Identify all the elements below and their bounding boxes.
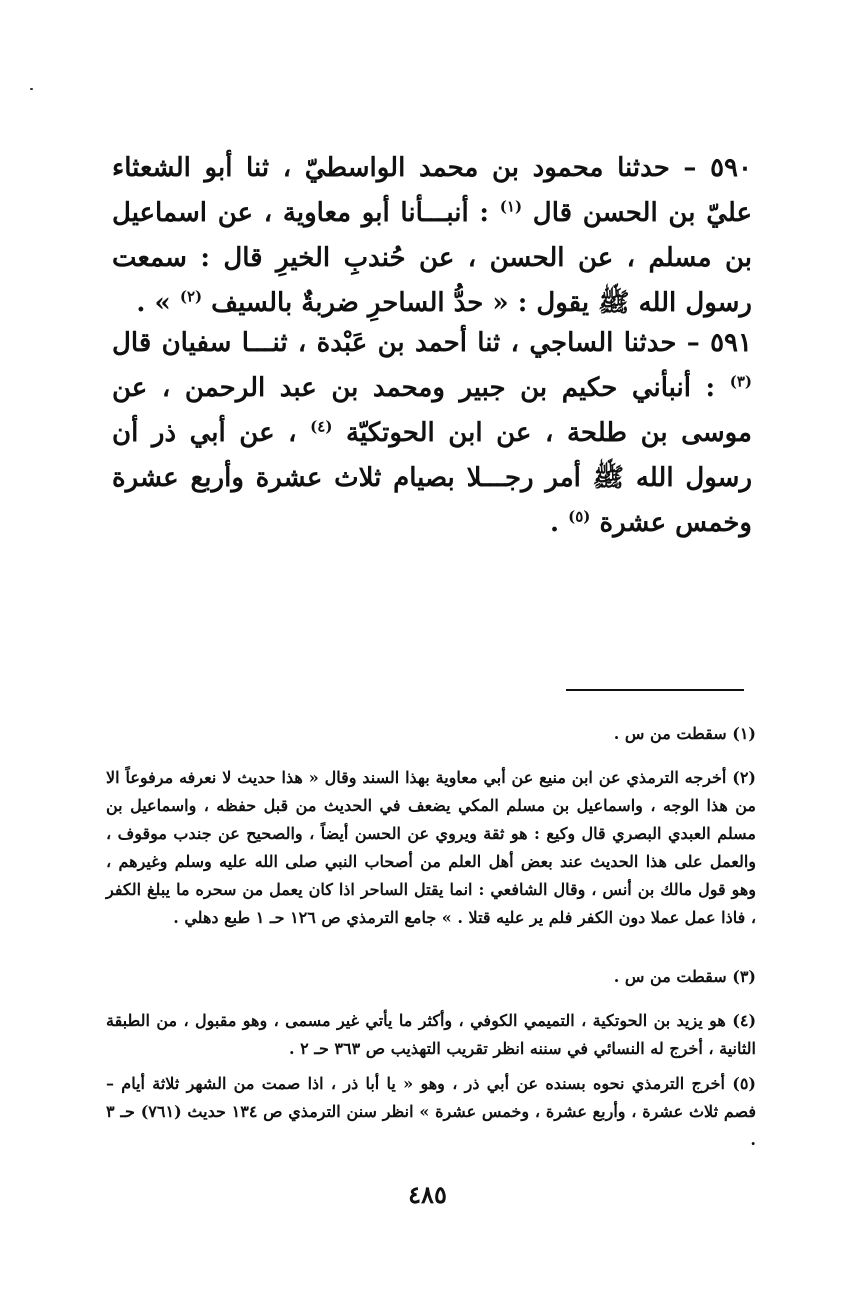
footnote-1: (١) سقطت من س . <box>613 724 756 743</box>
hadith-590 <box>112 146 752 326</box>
hadith-text: ، عن أبي ذر أن رسول الله ﷺ أمر رجـــلا بصيام ثلاث عشرة وأربع عشرة وخمس عشرة <box>112 418 752 538</box>
footnote-divider <box>566 689 744 691</box>
footnote-ref: (٤) <box>310 417 333 436</box>
footnote-5: (٥) أخرج الترمذي نحوه بسنده عن أبي ذر ، وهو « يا أبا ذر ، اذا صمت من الشهر ثلاثة أيام – فصم ثلاث عشرة ، وأربع عشرة ، وخمس عشرة » انظر سنن الترمذي ص ١٣٤ حديث (٧٦١) حـ ٣ . <box>106 1074 756 1149</box>
footnote-3: (٣) سقطت من س . <box>613 967 756 986</box>
footnote-ref: (٢) <box>179 287 203 306</box>
footnote-ref: (١) <box>499 197 523 216</box>
hadith-591 <box>112 321 752 546</box>
hadith-text: ٥٩٠ – حدثنا محمود بن محمد الواسطيّ ، ثنا أبو الشعثاء عليّ بن الحسن قال <box>112 153 752 228</box>
footnote-ref: (٣) <box>729 372 753 391</box>
hadith-text: : أنبأني حكيم بن جبير ومحمد بن عبد الرحمن ، عن موسى بن طلحة ، عن ابن الحوتكيّة <box>112 373 752 448</box>
footnote-ref: (٥) <box>568 507 591 526</box>
page-number: ٤٨٥ <box>408 1180 447 1209</box>
hadith-text: . <box>549 508 560 538</box>
hadith-text: ٥٩١ – حدثنا الساجي ، ثنا أحمد بن عَبْدة ، ثنـــا سفيان قال <box>112 328 752 358</box>
footnote-2: (٢) أخرجه الترمذي عن ابن منيع عن أبي معاوية بهذا السند وقال « هذا حديث لا نعرفه مرفوعاً الا من هذا الوجه ، واسماعيل بن مسلم المكي يضعف في الحديث من قبل حفظه ، واسماعيل بن مسلم العبدي البصري قال وكيع : هو ثقة ويروي عن الحسن أيضاً ، والصحيح عن جندب موقوف ، والعمل على هذا الحديث عند بعض أهل العلم من أصحاب النبي صلى الله عليه وسلم وغيرهم ، وهو قول مالك بن أنس ، وقال الشافعي : انما يقتل الساحر اذا كان يعمل من سحره ما يبلغ الكفر ، فاذا عمل عملا دون الكفر فلم ير عليه قتلا . » جامع الترمذي ص ١٢٦ حـ ١ طبع دهلي . <box>106 768 756 927</box>
footnote-4: (٤) هو يزيد بن الحوتكية ، التميمي الكوفي ، وأكثر ما يأتي غير مسمى ، وهو مقبول ، من الطبقة الثانية ، أخرج له النسائي في سننه انظر تقريب التهذيب ص ٣٦٣ حـ ٢ . <box>106 1011 757 1058</box>
scan-speck <box>30 88 33 90</box>
hadith-text: » . <box>136 288 171 318</box>
hadith-text: : أنبـــأنا أبو معاوية ، عن اسماعيل بن مسلم ، عن الحسن ، عن حُندبِ الخيرِ قال : سمعت رسول الله ﷺ يقول : « حدُّ الساحرِ ضربةٌ بالسيف <box>112 198 752 318</box>
